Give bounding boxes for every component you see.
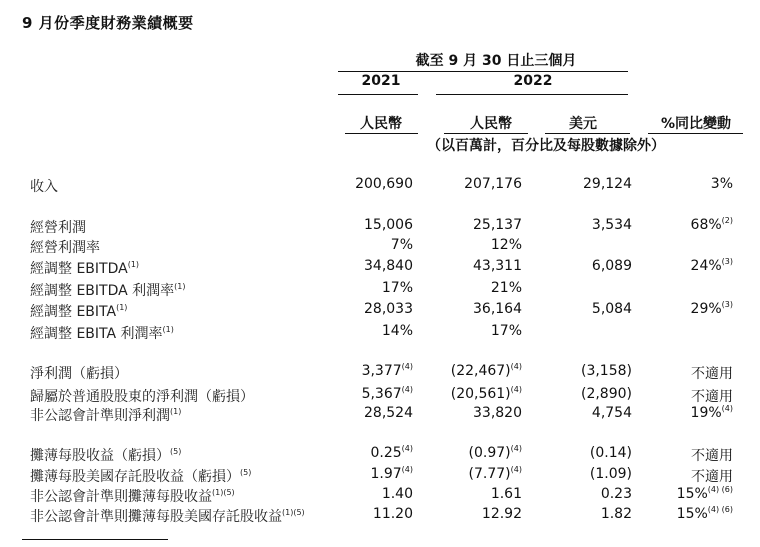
cell-yoy-footnote: (4) (721, 404, 733, 413)
cell-usd (581, 363, 632, 379)
cell-usd-text: 6,089 (591, 258, 632, 274)
cell-yoy (691, 258, 733, 274)
row-label (30, 466, 251, 486)
cell-usd-text: 0.23 (600, 486, 632, 502)
year-2021-underline (338, 94, 418, 95)
cell-rmb-2021 (364, 301, 413, 317)
cell-rmb-2021 (382, 486, 413, 502)
cell-rmb-2022-text: 21% (490, 280, 522, 296)
cell-usd-text: (0.14) (589, 445, 632, 461)
row-label-footnote: (1) (116, 303, 128, 312)
cell-rmb-2022 (451, 363, 522, 379)
cell-usd (592, 217, 632, 233)
period-underline (338, 71, 628, 72)
row-label (30, 176, 58, 196)
cell-rmb-2022 (451, 386, 522, 402)
cell-usd-text: 1.82 (600, 506, 632, 522)
cell-usd-text: 4,754 (591, 405, 632, 421)
cell-rmb-2021 (362, 386, 413, 402)
row-label-text: 非公認會計準則淨利潤 (30, 408, 170, 424)
col-rmb-2021-underline (345, 133, 418, 134)
row-label-text: 經營利潤率 (30, 240, 100, 256)
cell-usd (592, 258, 632, 274)
row-label-footnote: (1) (162, 325, 174, 334)
row-label-footnote: (1) (127, 260, 140, 269)
cell-rmb-2021-text: 200,690 (355, 176, 413, 192)
row-label-text: 攤薄每股收益（虧損） (30, 448, 170, 464)
cell-yoy (691, 405, 733, 421)
cell-rmb-2022-footnote: (4) (510, 444, 522, 453)
cell-rmb-2022-text: 12.92 (481, 506, 522, 522)
cell-yoy-text: 3% (710, 176, 733, 192)
cell-rmb-2022 (473, 405, 522, 421)
cell-rmb-2022-text: 36,164 (473, 301, 522, 317)
cell-rmb-2021 (364, 217, 413, 233)
row-label-text: 非公認會計準則攤薄每股美國存託股收益 (30, 509, 282, 525)
row-label-text: 經調整 EBITDA (30, 261, 128, 277)
cell-yoy-text: 不適用 (691, 389, 733, 405)
row-label-text: 經營利潤 (30, 220, 86, 236)
cell-rmb-2022-text: 43,311 (473, 258, 522, 274)
cell-rmb-2021 (364, 405, 413, 421)
cell-yoy-text: 不適用 (691, 366, 733, 382)
cell-rmb-2022-text: (0.97) (468, 445, 511, 461)
row-label (30, 217, 86, 237)
row-label-text: 非公認會計準則攤薄每股收益 (30, 489, 212, 505)
cell-rmb-2022 (473, 258, 522, 274)
cell-rmb-2021-text: 17% (381, 280, 413, 296)
cell-rmb-2022 (491, 486, 522, 502)
row-label (30, 363, 128, 383)
row-label-text: 攤薄每股美國存託股收益（虧損） (30, 469, 240, 485)
cell-rmb-2021 (370, 466, 413, 482)
cell-rmb-2021-text: 0.25 (370, 445, 402, 461)
col-usd-underline (545, 133, 630, 134)
cell-yoy-text: 19% (690, 405, 722, 421)
cell-rmb-2021 (382, 280, 413, 296)
cell-rmb-2022 (491, 323, 522, 339)
cell-rmb-2022-text: (7.77) (468, 466, 511, 482)
row-label-text: 經調整 EBITA (30, 304, 117, 320)
cell-rmb-2021 (373, 506, 413, 522)
row-label-text: 收入 (30, 179, 58, 195)
cell-yoy-text: 29% (690, 301, 722, 317)
row-label-text: 歸屬於普通股股東的淨利潤（虧損） (30, 389, 254, 405)
cell-rmb-2022-footnote: (4) (510, 362, 522, 371)
col-rmb-2022-header: 人民幣 (470, 116, 512, 132)
cell-rmb-2022-text: (20,561) (450, 386, 511, 402)
cell-rmb-2021-text: 28,524 (364, 405, 413, 421)
cell-usd (590, 445, 632, 461)
row-label (30, 301, 127, 321)
footnote-divider (22, 539, 168, 540)
year-2022-header: 2022 (513, 73, 553, 89)
cell-rmb-2021-text: 3,377 (361, 363, 402, 379)
cell-yoy-footnote: (3) (721, 300, 733, 309)
cell-yoy-footnote: (4) (6) (707, 505, 733, 514)
cell-rmb-2022 (473, 217, 522, 233)
cell-yoy (691, 301, 733, 317)
cell-rmb-2021-text: 1.40 (381, 486, 413, 502)
cell-usd (590, 466, 632, 482)
cell-rmb-2021-text: 34,840 (364, 258, 413, 274)
cell-yoy-footnote: (2) (721, 216, 733, 225)
row-label (30, 386, 254, 406)
cell-rmb-2022-text: (22,467) (450, 363, 511, 379)
cell-yoy-footnote: (3) (721, 257, 733, 266)
row-label-footnote: (1) (174, 282, 186, 291)
col-rmb-2022-underline (444, 133, 528, 134)
row-label-footnote: (1) (170, 407, 182, 416)
period-header: 截至 9 月 30 日止三個月 (415, 53, 577, 69)
cell-usd-text: (2,890) (580, 386, 632, 402)
cell-rmb-2022-footnote: (4) (510, 465, 522, 474)
cell-yoy-text: 15% (676, 506, 708, 522)
col-rmb-2021-header: 人民幣 (360, 116, 402, 132)
cell-rmb-2021-text: 5,367 (361, 386, 402, 402)
cell-rmb-2022-text: 17% (490, 323, 522, 339)
cell-rmb-2021-footnote: (4) (401, 362, 413, 371)
cell-usd-text: (1.09) (589, 466, 632, 482)
cell-usd (581, 386, 632, 402)
cell-yoy (677, 486, 733, 502)
cell-rmb-2022-text: 1.61 (490, 486, 522, 502)
cell-yoy (691, 466, 733, 486)
cell-yoy-text: 24% (690, 258, 722, 274)
cell-rmb-2021-text: 14% (381, 323, 413, 339)
cell-usd-text: (3,158) (580, 363, 632, 379)
cell-rmb-2022 (482, 506, 522, 522)
cell-rmb-2021 (382, 323, 413, 339)
row-label (30, 323, 174, 343)
row-label-text: 經調整 EBITA 利潤率 (30, 326, 163, 342)
page-title: 9 月份季度財務業績概要 (22, 14, 194, 32)
cell-yoy (691, 445, 733, 465)
cell-usd-text: 3,534 (591, 217, 632, 233)
cell-usd (592, 301, 632, 317)
cell-usd (583, 176, 632, 192)
cell-rmb-2021 (391, 237, 413, 253)
row-label (30, 258, 139, 278)
cell-rmb-2022 (464, 176, 522, 192)
cell-rmb-2021-text: 15,006 (364, 217, 413, 233)
row-label-text: 淨利潤（虧損） (30, 366, 128, 382)
cell-rmb-2021 (362, 363, 413, 379)
cell-yoy-text: 不適用 (691, 469, 733, 485)
col-usd-header: 美元 (569, 116, 597, 132)
cell-yoy-text: 15% (676, 486, 708, 502)
cell-rmb-2022 (469, 466, 522, 482)
cell-rmb-2021-footnote: (4) (401, 465, 413, 474)
row-label (30, 280, 186, 300)
cell-rmb-2021-text: 7% (390, 237, 413, 253)
cell-yoy (691, 217, 733, 233)
cell-yoy-text: 不適用 (691, 448, 733, 464)
cell-rmb-2022-text: 207,176 (464, 176, 522, 192)
col-yoy-underline (648, 133, 743, 134)
row-label-footnote: (1)(5) (212, 488, 235, 497)
cell-rmb-2022 (473, 301, 522, 317)
cell-yoy (691, 386, 733, 406)
row-label-footnote: (1)(5) (282, 508, 305, 517)
cell-rmb-2021 (370, 445, 413, 461)
cell-rmb-2021-text: 1.97 (370, 466, 402, 482)
cell-rmb-2022 (491, 280, 522, 296)
cell-yoy-footnote: (4) (6) (707, 485, 733, 494)
year-2022-underline (436, 94, 628, 95)
cell-rmb-2022-text: 12% (490, 237, 522, 253)
cell-usd-text: 29,124 (583, 176, 632, 192)
cell-rmb-2021-footnote: (4) (401, 444, 413, 453)
row-label (30, 237, 100, 257)
row-label-text: 經調整 EBITDA 利潤率 (30, 283, 175, 299)
cell-rmb-2022-footnote: (4) (510, 385, 522, 394)
cell-usd (592, 405, 632, 421)
cell-rmb-2021-footnote: (4) (401, 385, 413, 394)
cell-rmb-2021 (364, 258, 413, 274)
cell-rmb-2021-text: 11.20 (372, 506, 413, 522)
cell-usd (601, 506, 632, 522)
cell-rmb-2022 (469, 445, 522, 461)
row-label (30, 445, 181, 465)
cell-yoy (691, 363, 733, 383)
year-2021-header: 2021 (361, 73, 401, 89)
cell-usd (601, 486, 632, 502)
cell-rmb-2021 (355, 176, 413, 192)
cell-yoy (677, 506, 733, 522)
cell-rmb-2022-text: 33,820 (473, 405, 522, 421)
cell-yoy-text: 68% (690, 217, 722, 233)
row-label (30, 486, 235, 506)
cell-usd-text: 5,084 (591, 301, 632, 317)
col-yoy-header: %同比變動 (660, 116, 732, 132)
cell-rmb-2022-text: 25,137 (473, 217, 522, 233)
cell-rmb-2022 (491, 237, 522, 253)
row-label (30, 405, 181, 425)
cell-yoy (711, 176, 733, 192)
row-label (30, 506, 305, 526)
cell-rmb-2021-text: 28,033 (364, 301, 413, 317)
unit-note: （以百萬計，百分比及每股數據除外） (427, 138, 665, 154)
row-label-footnote: (5) (170, 447, 182, 456)
row-label-footnote: (5) (240, 468, 252, 477)
